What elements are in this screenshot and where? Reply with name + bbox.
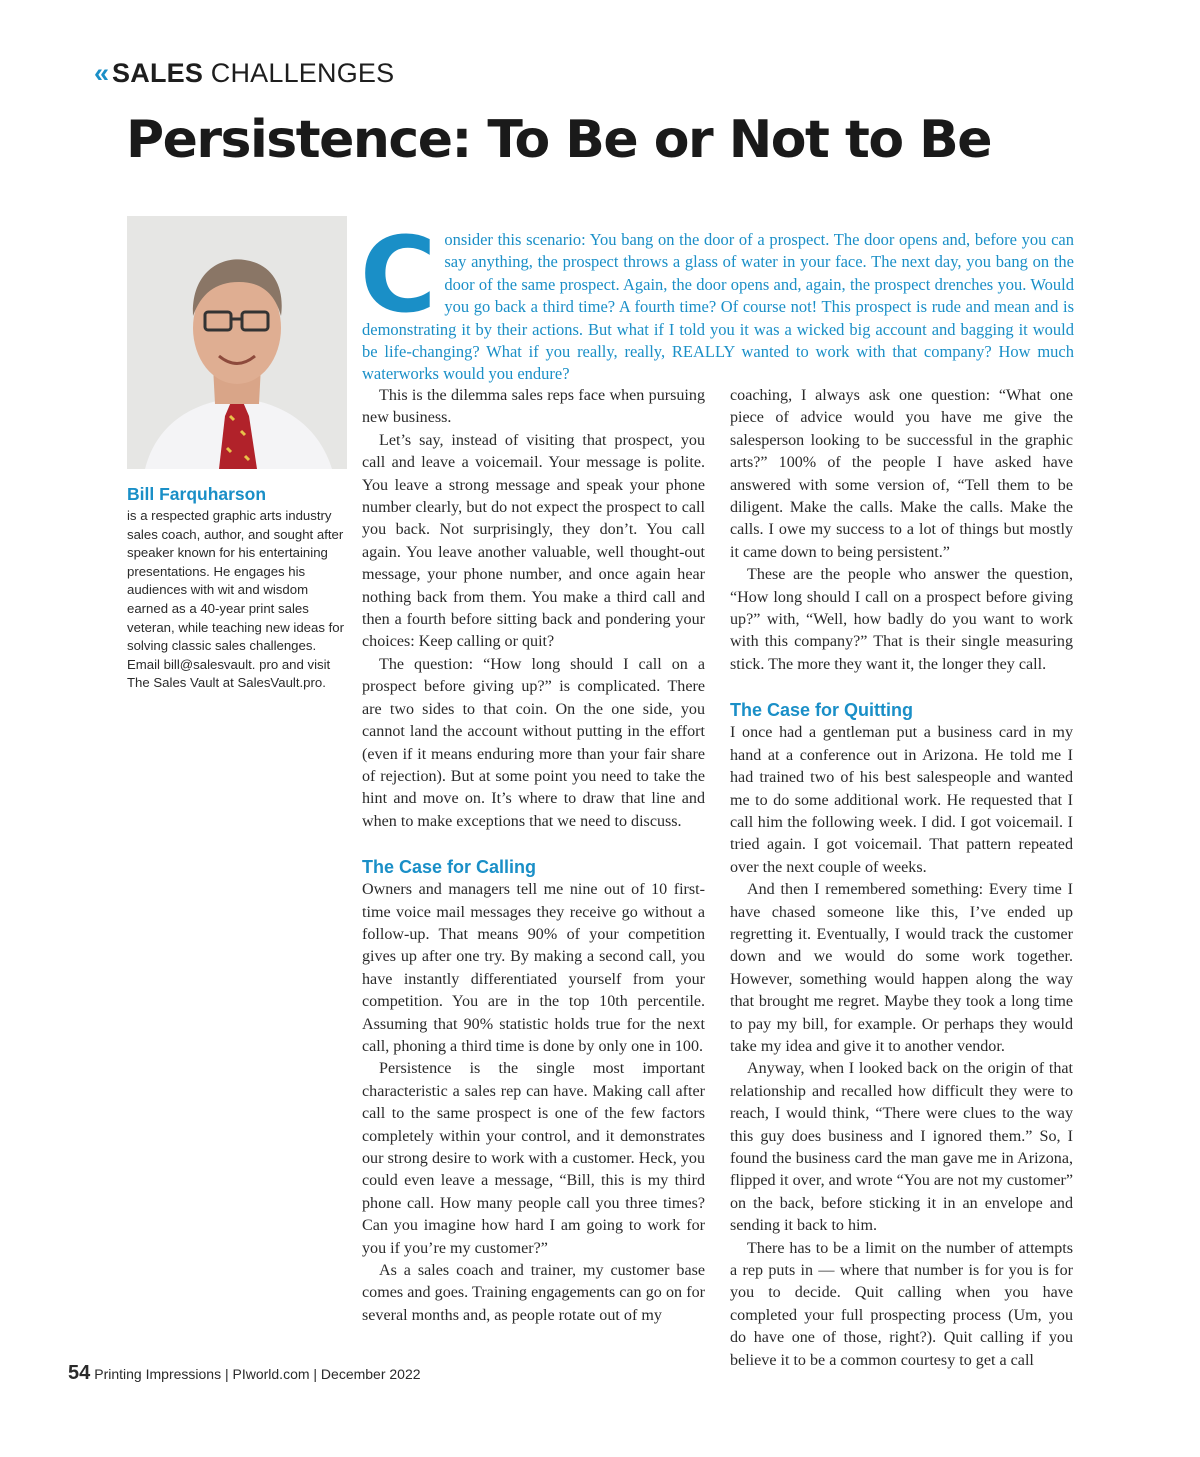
- body-paragraph: Owners and managers tell me nine out of 10 first-time voice mail messages they receive go without a follow-up. That means 90% of your competition gives up after one try. By making a second call, you have instantly differentiated yourself from your competition. You are in the top 10th percentile. Assuming that 90% statistic holds true for the next call, phoning a third time is done by only one in 100.: [362, 881, 705, 1055]
- author-bio-text: is a respected graphic arts industry sales coach, author, and sought after speaker known for his entertaining presentations. He engages his audiences with wit and wisdom earned as a 40-year print sales veteran, while teaching new ideas for solving classic sales challenges. Email bill@salesvault. pro and visit The Sales Vault at SalesVault.pro.: [127, 508, 344, 691]
- author-bio: [127, 484, 351, 693]
- body-paragraph: Persistence is the single most important characteristic a sales rep can have. Making call after call to the same prospect is one of the few factors completely within your control, and it demonstrates our strong desire to work with a customer. Heck, you could even leave a message, “Bill, this is my third phone call. How many people call you three times? Can you imagine how hard I am going to work for you if you’re my customer?”: [362, 1060, 705, 1257]
- section-label-bold: SALES: [112, 58, 204, 88]
- author-photo: [127, 216, 347, 469]
- body-paragraph: Let’s say, instead of visiting that prospect, you call and leave a voicemail. Your message is polite. You leave a strong message and speak your phone number clearly, but do not expect the prospect to call you back. Not surprisingly, they don’t. You call again. You leave another valuable, well thought-out message, your phone number, and once again hear nothing back from them. You make a third call and then a fourth before sitting back and pondering your choices: Keep calling or quit?: [362, 431, 705, 651]
- article-column-2: [730, 385, 1073, 1372]
- body-paragraph: Anyway, when I looked back on the origin of that relationship and recalled how difficult they were to reach, I would think, “There were clues to the way this guy does business and I ignored them.” So, I found the business card the man gave me in Arizona, flipped it over, and wrote “You are not my customer” on the back, before sticking it in an envelope and sending it back to him.: [730, 1060, 1073, 1235]
- body-paragraph: These are the people who answer the question, “How long should I call on a prospect before giving up?” with, “Well, how badly do you want to work with this company?” That is their single measuring stick. The more they want it, the longer they call.: [730, 566, 1073, 673]
- body-paragraph: coaching, I always ask one question: “What one piece of advice would you have me give the salesperson looking to be successful in the graphic arts?” 100% of the people I have asked have answered with some version of, “Tell them to be diligent. Make the calls. Make the calls. Make the calls. I owe my success to a lot of things but mostly it came down to being persistent.”: [730, 387, 1073, 561]
- subheading-case-for-calling: The Case for Calling: [362, 857, 537, 878]
- section-label: CHALLENGES: [210, 58, 395, 88]
- author-name: Bill Farquharson: [127, 484, 267, 504]
- subheading-case-for-quitting: The Case for Quitting: [730, 700, 914, 721]
- lede-paragraph: [360, 214, 1074, 386]
- double-chevron-left-icon: «: [94, 58, 103, 88]
- article-title: Persistence: To Be or Not to Be: [126, 110, 992, 170]
- page-number: 54: [68, 1362, 91, 1384]
- body-paragraph: As a sales coach and trainer, my customer base comes and goes. Training engagements can go on for several months and, as people rotate out of my: [362, 1262, 705, 1324]
- body-paragraph: The question: “How long should I call on a prospect before giving up?” is complicated. There are two sides to that coin. On the one side, you cannot land the account without putting in the effort (even if it means enduring more than your fair share of rejection). But at some point you need to take the hint and move on. It’s where to draw that line and when to make exceptions that we need to discuss.: [362, 655, 705, 830]
- body-paragraph: I once had a gentleman put a business card in my hand at a conference out in Arizona. He told me I had trained two of his best salespeople and wanted me to do some additional work. He requested that I call him the following week. I did. I got voicemail. I tried again. I got voicemail. That pattern repeated over the next couple of weeks.: [730, 724, 1073, 876]
- article-column-1: [362, 385, 705, 1327]
- lede-text: onsider this scenario: You bang on the door of a prospect. The door opens and, before you can say anything, the prospect throws a glass of water in your face. The next day, you bang on the door of the same prospect. Again, the door opens and, again, the prospect drenches you. Would you go back a third time? A fourth time? Of course not! This prospect is rude and mean and is demonstrating it by their actions. But what if I told you it was a wicked big account and bagging it would be life-changing? What if you really, really, REALLY wanted to work with that company? How much waterworks would you endure?: [362, 230, 1074, 384]
- section-header: [94, 58, 394, 89]
- page-footer: [68, 1362, 421, 1385]
- body-paragraph: This is the dilemma sales reps face when pursuing new business.: [362, 387, 705, 427]
- drop-cap: C: [360, 214, 437, 336]
- footer-text: Printing Impressions | PIworld.com | December 2022: [94, 1366, 421, 1382]
- body-paragraph: There has to be a limit on the number of attempts a rep puts in — where that number is for you is for you to decide. Quit calling when you have completed your full prospecting process (Um, you do have one of those, right?). Quit calling if you believe it to be a common courtesy to get a call: [730, 1239, 1073, 1369]
- body-paragraph: And then I remembered something: Every time I have chased someone like this, I’ve ended up regretting it. Eventually, I would track the customer down and we would do some work together. However, something would happen along the way that brought me regret. Maybe they took a long time to pay my bill, for example. Or perhaps they would take my idea and give it to another vendor.: [730, 881, 1073, 1055]
